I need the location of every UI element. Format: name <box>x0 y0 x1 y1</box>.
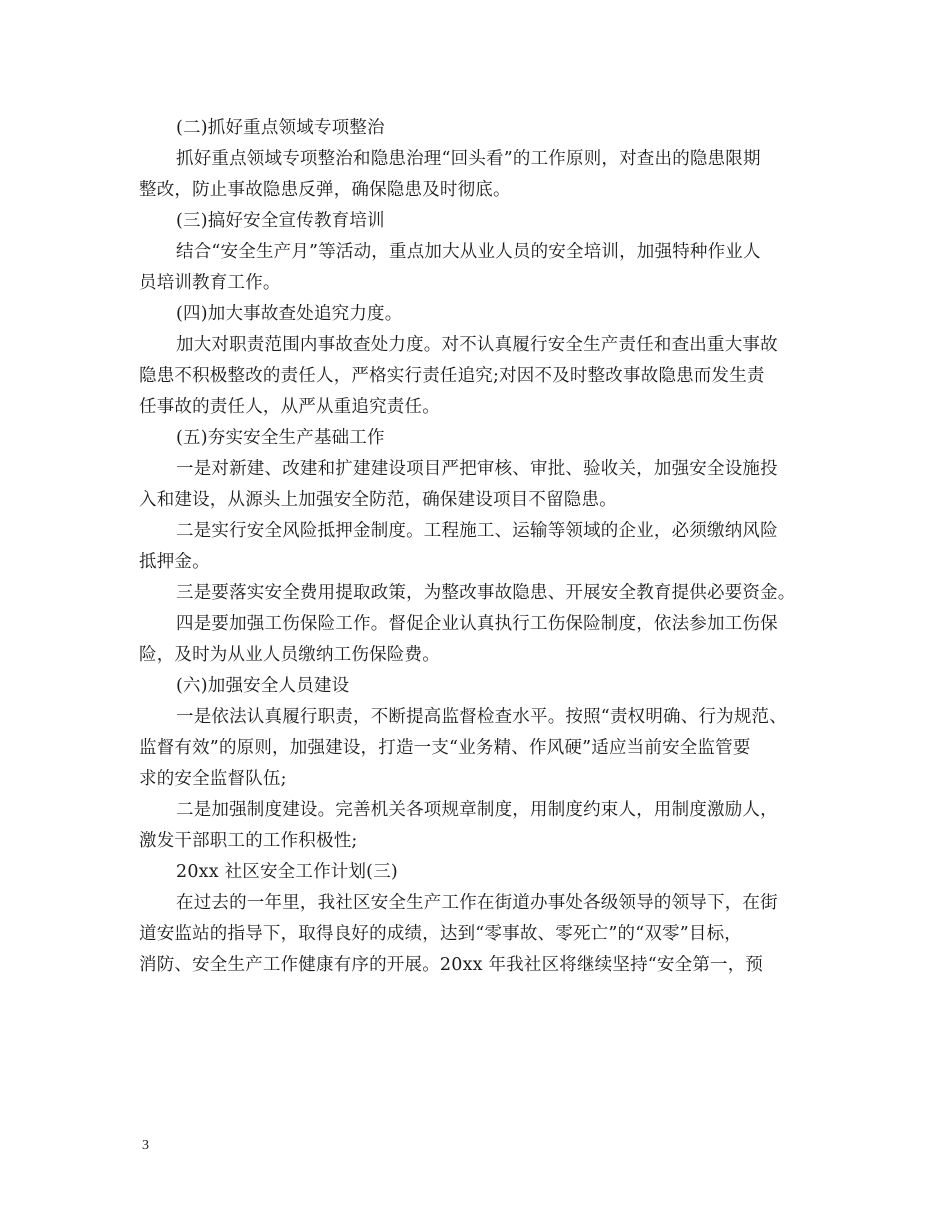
text-line: 在过去的一年里，我社区安全生产工作在街道办事处各级领导的领导下，在街 <box>176 893 778 913</box>
text-line: 20xx 社区安全工作计划(三) <box>176 862 398 882</box>
text-line: 消防、安全生产工作健康有序的开展。20xx 年我社区将继续坚持“安全第一，预 <box>139 955 764 975</box>
text-line: 结合“安全生产月”等活动，重点加大从业人员的安全培训，加强特种作业人 <box>176 242 761 262</box>
text-line: 三是要落实安全费用提取政策，为整改事故隐患、开展安全教育提供必要资金。 <box>176 583 796 603</box>
text-line: (二)抓好重点领域专项整治 <box>176 118 385 138</box>
text-line: 员培训教育工作。 <box>139 273 281 293</box>
text-line: 加大对职责范围内事故查处力度。对不认真履行安全生产责任和查出重大事故 <box>176 335 778 355</box>
text-line: (六)加强安全人员建设 <box>176 676 350 696</box>
text-line: 监督有效”的原则，加强建设，打造一支“业务精、作风硬”适应当前安全监管要 <box>139 738 751 758</box>
text-line: 抓好重点领域专项整治和隐患治理“回头看”的工作原则，对查出的隐患限期 <box>176 149 761 169</box>
text-line: 求的安全监督队伍; <box>139 769 287 789</box>
text-line: 二是加强制度建设。完善机关各项规章制度，用制度约束人，用制度激励人， <box>176 800 778 820</box>
document-body <box>139 113 829 981</box>
text-line: 道安监站的指导下，取得良好的成绩，达到“零事故、零死亡”的“双零”目标， <box>139 924 742 944</box>
text-line: (五)夯实安全生产基础工作 <box>176 428 385 448</box>
text-line: 抵押金。 <box>139 552 210 572</box>
text-line: 任事故的责任人，从严从重追究责任。 <box>139 397 440 417</box>
text-line: 四是要加强工伤保险工作。督促企业认真执行工伤保险制度，依法参加工伤保 <box>176 614 778 634</box>
text-line: 一是依法认真履行职责，不断提高监督检查水平。按照“责权明确、行为规范、 <box>176 707 787 727</box>
text-line: (四)加大事故查处追究力度。 <box>176 304 403 324</box>
text-line: 隐患不积极整改的责任人，严格实行责任追究;对因不及时整改事故隐患而发生责 <box>139 366 765 386</box>
text-line: 整改，防止事故隐患反弹，确保隐患及时彻底。 <box>139 180 511 200</box>
text-line: 二是实行安全风险抵押金制度。工程施工、运输等领域的企业，必须缴纳风险 <box>176 521 778 541</box>
text-line: (三)搞好安全宣传教育培训 <box>176 211 385 231</box>
text-line: 激发干部职工的工作积极性; <box>139 831 358 851</box>
text-line: 入和建设，从源头上加强安全防范，确保建设项目不留隐患。 <box>139 490 617 510</box>
page-number: 3 <box>142 1138 149 1153</box>
text-line: 险，及时为从业人员缴纳工伤保险费。 <box>139 645 440 665</box>
text-line: 一是对新建、改建和扩建建设项目严把审核、审批、验收关，加强安全设施投 <box>176 459 778 479</box>
